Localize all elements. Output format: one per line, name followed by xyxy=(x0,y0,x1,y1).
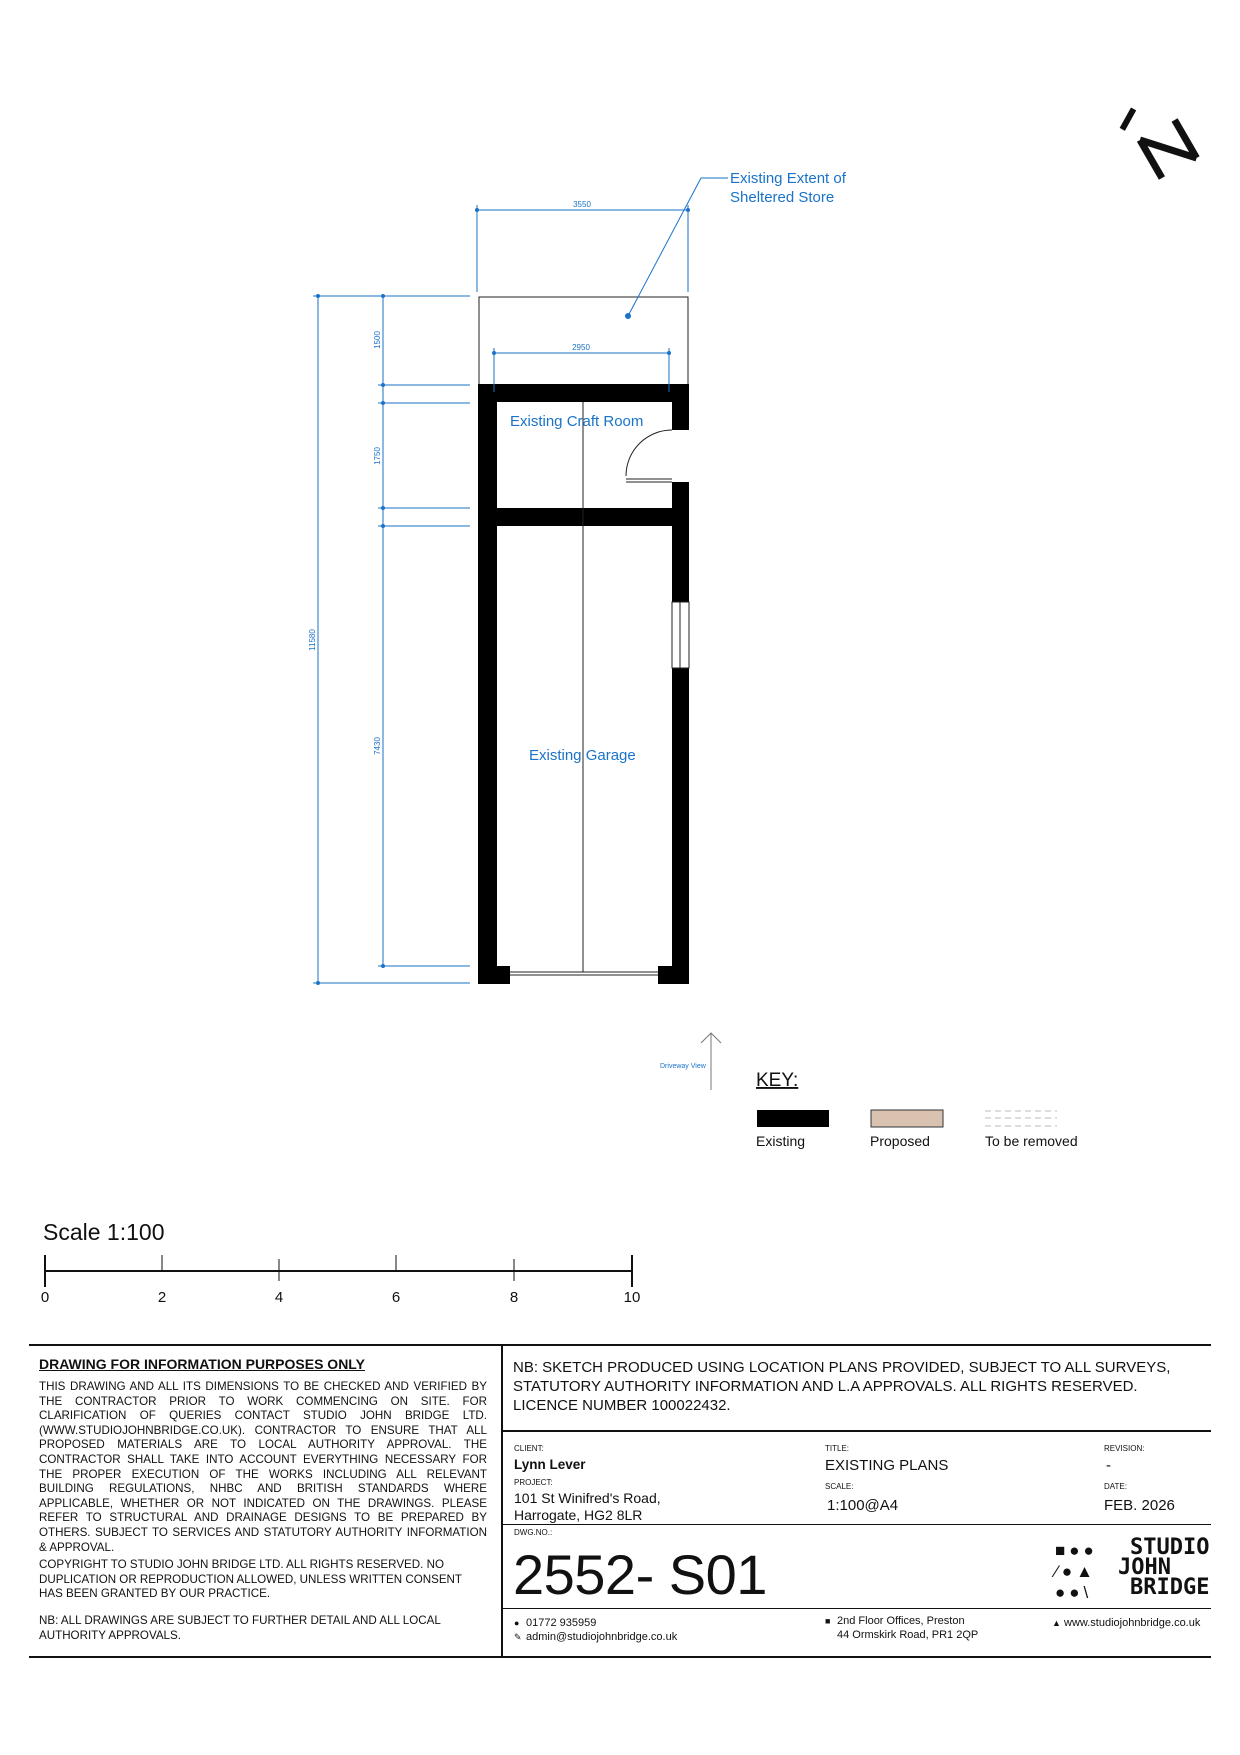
title-value: EXISTING PLANS xyxy=(825,1457,949,1474)
key-removed-swatch xyxy=(985,1111,1057,1126)
local-authority-note: NB: ALL DRAWINGS ARE SUBJECT TO FURTHER DETAIL AND ALL LOCAL AUTHORITY APPROVALS. xyxy=(39,1614,441,1642)
studio-logo xyxy=(1055,1535,1215,1608)
sketch-note: NB: SKETCH PRODUCED USING LOCATION PLANS PROVIDED, SUBJECT TO ALL SURVEYS, STATUTORY AUTHORITY INFORMATION AND L.A APPROVALS. ALL RIGHTS RESERVED. LICENCE NUMBER 100022432. xyxy=(513,1359,1171,1414)
date-label: DATE: xyxy=(1104,1482,1127,1491)
door-swing xyxy=(626,430,672,482)
logo-word-1: STUDIO xyxy=(1130,1535,1210,1560)
address-line1: 2nd Floor Offices, Preston xyxy=(837,1615,965,1627)
scale-bar xyxy=(45,1255,632,1287)
room-label-craft: Existing Craft Room xyxy=(510,413,644,430)
dimension-craft-depth-label: 1750 xyxy=(373,447,382,465)
callout-leader xyxy=(628,178,728,316)
callout-line2: Sheltered Store xyxy=(730,189,835,206)
scale-value: 1:100@A4 xyxy=(827,1497,899,1514)
email-link[interactable]: admin@studiojohnbridge.co.uk xyxy=(526,1631,678,1643)
key-existing-swatch xyxy=(757,1110,829,1127)
phone-icon: ● xyxy=(514,1618,520,1628)
scale-tick-2: 2 xyxy=(157,1289,167,1306)
address-line2: 44 Ormskirk Road, PR1 2QP xyxy=(837,1629,979,1641)
dimension-total-length-label: 11580 xyxy=(308,629,317,651)
website-link[interactable]: www.studiojohnbridge.co.uk xyxy=(1064,1617,1201,1629)
scale-tick-8: 8 xyxy=(509,1289,519,1306)
drawing-number: 2552- S01 xyxy=(513,1543,767,1606)
scale-tick-0: 0 xyxy=(40,1289,50,1306)
key-proposed-swatch xyxy=(871,1110,943,1127)
scale-tick-6: 6 xyxy=(391,1289,401,1306)
square-icon: ■ xyxy=(825,1616,831,1626)
drawing-info-panel xyxy=(503,1346,1211,1656)
logo-word-2: JOHN xyxy=(1118,1555,1171,1580)
project-line2: Harrogate, HG2 8LR xyxy=(514,1507,643,1523)
pen-icon: ✎ xyxy=(514,1632,522,1642)
revision-value: - xyxy=(1106,1457,1111,1474)
garage-door xyxy=(510,972,658,975)
north-arrow-icon xyxy=(1116,94,1196,183)
scale-title: Scale 1:100 xyxy=(43,1219,165,1245)
dimension-garage-depth-label: 7430 xyxy=(373,737,382,755)
key-proposed-label: Proposed xyxy=(870,1133,930,1149)
triangle-icon: ▲ xyxy=(1052,1618,1061,1628)
dimension-overall-width-label: 3550 xyxy=(573,200,591,209)
sheltered-store-outline xyxy=(479,297,688,385)
key-existing-label: Existing xyxy=(756,1133,806,1149)
revision-label: REVISION: xyxy=(1104,1444,1145,1453)
client-value: Lynn Lever xyxy=(514,1457,586,1472)
disclaimer-panel xyxy=(29,1346,503,1656)
logo-word-3: BRIDGE xyxy=(1130,1575,1210,1600)
driveway-view-arrow-icon xyxy=(701,1033,721,1090)
title-block xyxy=(29,1344,1211,1658)
driveway-view-label: Driveway View xyxy=(660,1063,706,1070)
logo-marks-icon: ■●● ⁄●▲ ●●\ xyxy=(1055,1541,1098,1602)
date-value: FEB. 2026 xyxy=(1104,1497,1175,1514)
project-line1: 101 St Winifred's Road, xyxy=(514,1490,661,1506)
phone-number: 01772 935959 xyxy=(526,1617,597,1629)
dwg-label: DWG.NO.: xyxy=(514,1528,553,1537)
callout-line1: Existing Extent of xyxy=(730,170,846,187)
dimension-segments xyxy=(378,296,470,966)
dimension-store-depth-label: 1500 xyxy=(373,331,382,349)
title-label: TITLE: xyxy=(825,1444,850,1453)
disclaimer-heading: DRAWING FOR INFORMATION PURPOSES ONLY xyxy=(39,1356,365,1372)
client-label: CLIENT: xyxy=(514,1444,544,1453)
copyright-notice: COPYRIGHT TO STUDIO JOHN BRIDGE LTD. ALL RIGHTS RESERVED. NO DUPLICATION OR REPRODUCTION ALLOWED, UNLESS WRITTEN CONSENT HAS BEEN GRANTED BY OUR PRACTICE. xyxy=(39,1558,462,1601)
project-label: PROJECT: xyxy=(514,1478,553,1487)
divider xyxy=(503,1524,1211,1525)
key-removed-label: To be removed xyxy=(985,1133,1078,1149)
window xyxy=(672,602,689,668)
divider xyxy=(503,1608,1211,1609)
scale-tick-4: 4 xyxy=(274,1289,284,1306)
disclaimer-body: THIS DRAWING AND ALL ITS DIMENSIONS TO BE CHECKED AND VERIFIED BY THE CONTRACTOR PRIOR TO WORK COMMENCING ON SITE. FOR CLARIFICATION OF QUERIES CONTACT STUDIO JOHN BRIDGE LTD. (WWW.STUDIOJOHNBRIDGE.CO.UK). CONTRACTOR TO ENSURE THAT ALL PROPOSED MATERIALS ARE TO LOCAL AUTHORITY APPROVAL. THE CONTRACTOR SHALL TAKE INTO ACCOUNT EVERYTHING NECESSARY FOR THE PROPER EXECUTION OF THE WORKS INCLUDING ALL RELEVANT BUILDING REGULATIONS, NHBC AND BRITISH STANDARDS WHERE APPLICABLE, WHETHER OR NOT INDICATED ON THE DRAWINGS. PLEASE REFER TO STRUCTURAL AND DRAINAGE DESIGNS TO BE PREPARED BY OTHERS. SUBJECT TO SERVICES AND STATUTORY AUTHORITY INFORMATION & APPROVAL. xyxy=(39,1380,487,1554)
dimension-inner-width-label: 2950 xyxy=(572,343,590,352)
dimension-total-length xyxy=(313,296,470,983)
scale-label: SCALE: xyxy=(825,1482,854,1491)
key-title: KEY: xyxy=(756,1070,799,1091)
scale-tick-10: 10 xyxy=(623,1289,641,1306)
divider xyxy=(503,1430,1211,1432)
dimension-overall-width xyxy=(477,205,688,292)
room-label-garage: Existing Garage xyxy=(529,747,636,764)
